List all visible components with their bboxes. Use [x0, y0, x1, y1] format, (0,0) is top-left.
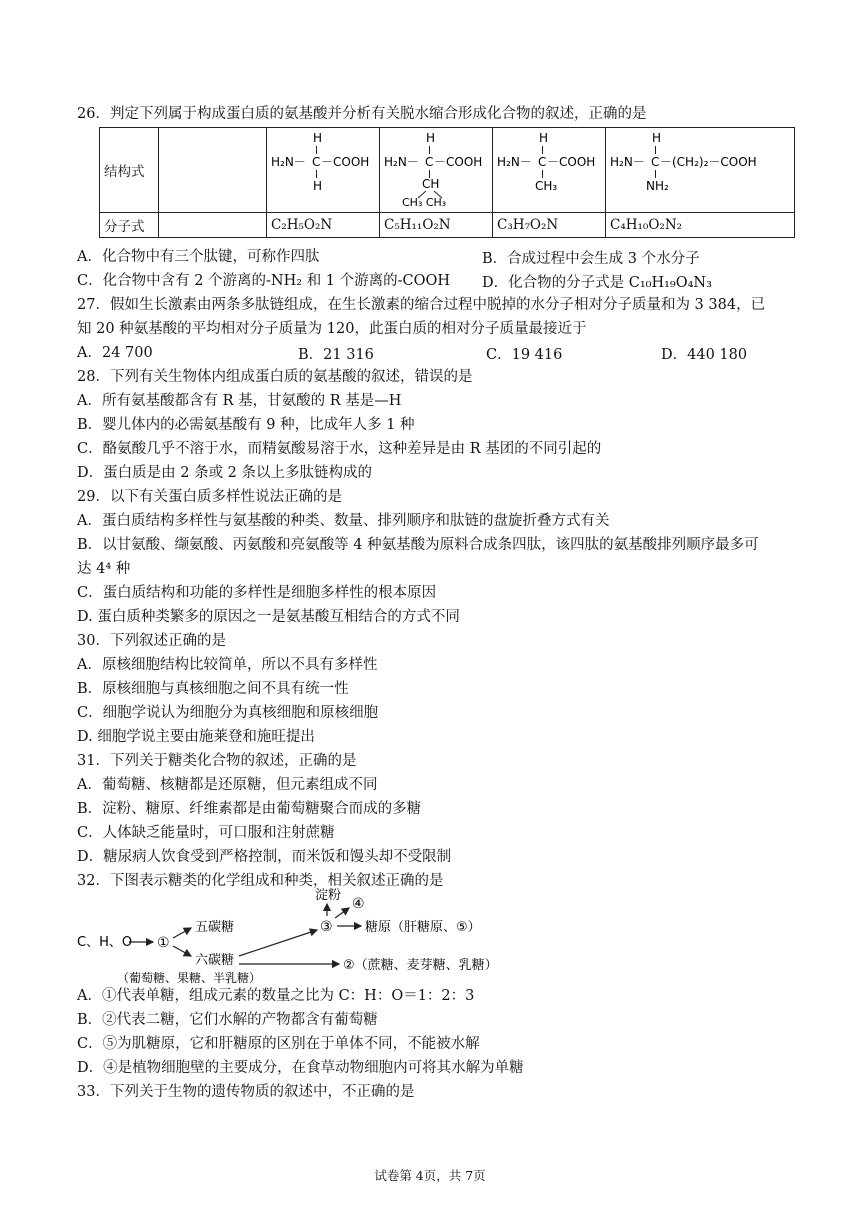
diagram-hexose-examples: （葡萄糖、果糖、半乳糖）	[117, 971, 262, 985]
q32-option-c: C．⑤为肌糖原，它和肝糖原的区别在于单体不同，不能被水解	[77, 1036, 480, 1052]
s1-left: H₂N－	[270, 155, 306, 169]
s1-top: H	[312, 131, 323, 145]
q30-stem: 30．下列叙述正确的是	[77, 633, 226, 649]
q27-option-d: D．440 180	[661, 347, 748, 363]
s4-center: C	[651, 155, 660, 169]
q28-option-a: A．所有氨基酸都含有 R 基，甘氨酸的 R 基是—H	[77, 393, 402, 409]
q26-option-b: B．合成过程中会生成 3 个水分子	[482, 251, 700, 267]
q27-stem-line2: 知 20 种氨基酸的平均相对分子质量为 120，此蛋白质的相对分子质量最接近于	[77, 321, 587, 337]
formula-1: C₂H₅O₂N	[266, 213, 379, 238]
q26-option-c: C．化合物中含有 2 个游离的-NH₂ 和 1 个游离的-COOH	[77, 273, 451, 289]
q32-option-b: B．②代表二糖，它们水解的产物都含有葡萄糖	[77, 1012, 378, 1028]
q30-option-d: D. 细胞学说主要由施莱登和施旺提出	[77, 729, 315, 745]
q32-option-a: A．①代表单糖，组成元素的数量之比为 C：H：O＝1：2：3	[77, 988, 475, 1004]
q31-option-a: A．葡萄糖、核糖都是还原糖，但元素组成不同	[77, 777, 378, 793]
diagram-glycogen: 糖原（肝糖原、⑤）	[365, 920, 481, 935]
q32-option-d: D．④是植物细胞壁的主要成分，在食草动物细胞内可将其水解为单糖	[77, 1060, 524, 1076]
q31-stem: 31．下列关于糖类化合物的叙述，正确的是	[77, 753, 357, 769]
s2-center: C	[424, 155, 434, 169]
q29-option-b-line2: 达 4⁴ 种	[77, 561, 131, 577]
q28-option-c: C．酪氨酸几乎不溶于水，而精氨酸易溶于水，这种差异是由 R 基团的不同引起的	[77, 441, 602, 457]
s3-left: H₂N－	[496, 155, 532, 169]
s3-right: －COOH	[546, 155, 596, 169]
sugar-classification-diagram	[77, 886, 537, 986]
q31-option-d: D．糖尿病人饮食受到严格控制，而米饭和馒头却不受限制	[77, 849, 452, 865]
q33-stem: 33．下列关于生物的遗传物质的叙述中，不正确的是	[77, 1084, 415, 1100]
q29-option-b-line1: B．以甘氨酸、缬氨酸、丙氨酸和亮氨酸等 4 种氨基酸为原料合成条四肽，该四肽的氨基酸排列顺序最多可	[77, 537, 759, 553]
empty-cell	[158, 128, 266, 213]
row-label-formula: 分子式	[100, 213, 159, 238]
s2-left: H₂N－	[383, 155, 419, 169]
amino-acid-table	[99, 127, 795, 238]
q28-option-b: B．婴儿体内的必需氨基酸有 9 种，比成年人多 1 种	[77, 417, 415, 433]
structure-3	[492, 128, 605, 213]
s4-bottom: NH₂	[646, 179, 669, 193]
q26-option-d: D．化合物的分子式是 C₁₀H₁₉O₄N₃	[482, 275, 712, 291]
s4-top: H	[652, 131, 662, 145]
diagram-starch: 淀粉	[315, 888, 342, 903]
q26-stem: 26．判定下列属于构成蛋白质的氨基酸并分析有关脱水缩合形成化合物的叙述，正确的是	[77, 106, 647, 122]
q30-option-c: C．细胞学说认为细胞分为真核细胞和原核细胞	[77, 705, 379, 721]
q26-option-a: A．化合物中有三个肽键，可称作四肽	[77, 249, 320, 265]
formula-2: C₅H₁₁O₂N	[379, 213, 492, 238]
q32-stem: 32．下图表示糖类的化学组成和种类，相关叙述正确的是	[77, 873, 444, 889]
diagram-hexose: 六碳糖	[195, 953, 235, 968]
s2-bottom: CH	[421, 177, 440, 191]
q30-option-b: B．原核细胞与真核细胞之间不具有统一性	[77, 681, 349, 697]
page-footer: 试卷第 4页，共 7页	[374, 1168, 486, 1183]
q27-option-a: A．24 700	[77, 345, 153, 361]
q29-option-c: C．蛋白质结构和功能的多样性是细胞多样性的根本原因	[77, 585, 437, 601]
structure-1	[266, 128, 379, 213]
q27-option-b: B．21 316	[298, 347, 374, 363]
structure-4	[606, 128, 795, 213]
q29-option-d: D. 蛋白质种类繁多的原因之一是氨基酸互相结合的方式不同	[77, 609, 460, 625]
diagram-node-1: ①	[157, 935, 170, 951]
diagram-disaccharides: ②（蔗糖、麦芽糖、乳糖）	[343, 958, 498, 973]
s1-center: C	[311, 155, 321, 169]
q29-option-a: A．蛋白质结构多样性与氨基酸的种类、数量、排列顺序和肽链的盘旋折叠方式有关	[77, 513, 610, 529]
empty-cell	[158, 213, 266, 238]
formula-4: C₄H₁₀O₂N₂	[606, 213, 795, 238]
s3-bottom: CH₃	[534, 179, 558, 193]
q27-stem-line1: 27．假如生长激素由两条多肽链组成，在生长激素的缩合过程中脱掉的水分子相对分子质量和为 3 384，已	[77, 297, 766, 313]
s3-center: C	[537, 155, 547, 169]
q27-option-c: C．19 416	[486, 347, 563, 363]
s2-right: －COOH	[433, 155, 483, 169]
s3-top: H	[538, 131, 549, 145]
s4-left: H₂N－	[610, 155, 645, 169]
formula-3: C₃H₇O₂N	[492, 213, 605, 238]
s2-branch: CH₃ CH₃	[401, 196, 447, 208]
diagram-elements: C、H、O	[77, 935, 133, 950]
diagram-node-4: ④	[352, 896, 365, 912]
s2-top: H	[425, 131, 436, 145]
q28-stem: 28．下列有关生物体内组成蛋白质的氨基酸的叙述，错误的是	[77, 369, 473, 385]
q29-stem: 29．以下有关蛋白质多样性说法正确的是	[77, 489, 342, 505]
formula-row	[100, 213, 795, 238]
s1-bottom: H	[312, 179, 323, 193]
row-label-structure: 结构式	[100, 128, 159, 213]
diagram-pentose: 五碳糖	[195, 920, 235, 935]
q31-option-c: C．人体缺乏能量时，可口服和注射蔗糖	[77, 825, 335, 841]
diagram-node-3: ③	[320, 919, 333, 935]
q31-option-b: B．淀粉、糖原、纤维素都是由葡萄糖聚合而成的多糖	[77, 801, 422, 817]
q28-option-d: D．蛋白质是由 2 条或 2 条以上多肽链构成的	[77, 465, 373, 481]
s4-right: －(CH₂)₂－COOH	[660, 155, 757, 169]
structure-2	[379, 128, 492, 213]
q30-option-a: A．原核细胞结构比较简单，所以不具有多样性	[77, 657, 378, 673]
structure-row	[100, 128, 795, 213]
s1-right: －COOH	[320, 155, 370, 169]
